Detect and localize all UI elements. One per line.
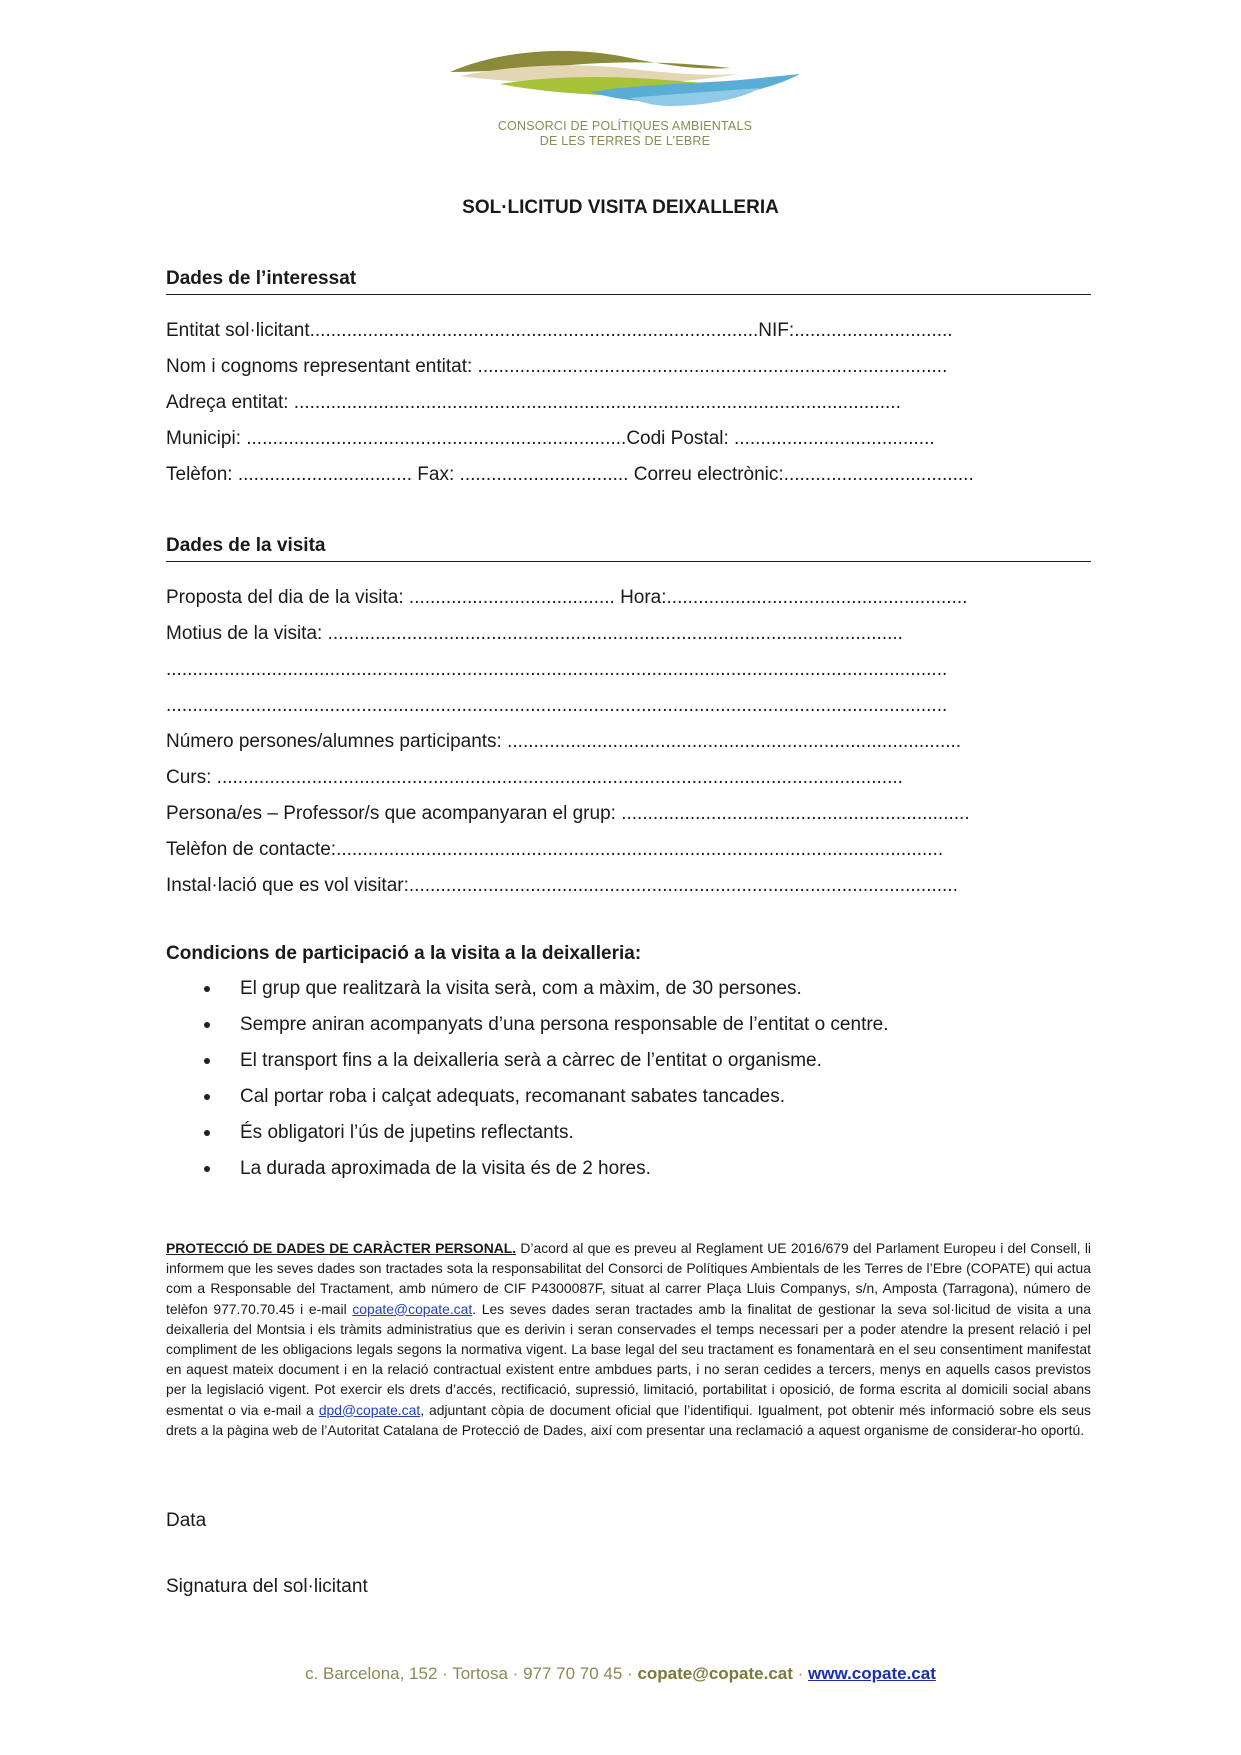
field-adreca[interactable]: Adreça entitat: ................................................................................................................... [166,392,901,413]
privacy-heading: PROTECCIÓ DE DADES DE CARÀCTER PERSONAL. [166,1240,517,1256]
page-footer [0,1664,1241,1684]
field-participants[interactable]: Número persones/alumnes participants: ...................................................................................... [166,731,962,752]
footer-address: c. Barcelona, 152 · Tortosa · 977 70 70 45 · [305,1664,638,1683]
date-label: Data [166,1510,207,1531]
bullet-icon [204,1058,210,1064]
section-visita [166,535,1091,896]
bullet-icon [204,1166,210,1172]
field-motius-cont-2[interactable]: .................................................................................................................................................... [166,695,948,716]
field-representant[interactable]: Nom i cognoms representant entitat: ......................................................................................... [166,356,948,377]
section-heading-visita: Dades de la visita [166,535,1091,562]
copate-logo [440,40,810,150]
field-municipi[interactable]: Municipi: ........................................................................Codi Postal: ...................................... [166,428,935,449]
field-professors[interactable]: Persona/es – Professor/s que acompanyaran el grup: .................................................................. [166,803,970,824]
document-page: CONSORCI DE POLÍTIQUES AMBIENTALS DE LES TERRES DE L’EBRE SOL·LICITUD VISITA DEIXALLERIA Dades de l’interessat Entitat sol·licitant.....................................................................................NIF:.............................. Nom i cognoms representant entitat: ......................................................................................... Adreça entitat: ................................................................................................................... Municipi: ........................................................................Codi Postal: ...................................... Telèfon: ................................. Fax: ................................ Correu electrònic:.................................... Dades de la visita Proposta del dia de la visita: ....................................... Hora:......................................................... Motius de la visita: ............................................................................................................. .................................................................................................................................................... .................................................................................................................................................... Número persones/alumnes participants: ...................................................................................... Curs: .................................................................................................................................. Persona/es – Professor/s que acompanyaran el grup: .................................................................. Telèfon de contacte:................................................................................................................... Instal·lació que es vol visitar:........................................................................................................ Condicions de participació a la visita a la deixalleria: El grup que realitzarà la visita serà, com a màxim, de 30 persones. Sempre aniran acompanyats d’una persona responsable de l’entitat o centre. El transport fins a la deixalleria serà a càrrec de l’entitat o organisme. Cal portar roba i calçat adequats, recomanant sabates tancades. És obligatori l’ús de jupetins reflectants. La durada aproximada de la visita és de 2 hores. PROTECCIÓ DE DADES DE CARÀCTER PERSONAL. D’acord al que es preveu al Reglament UE 2016/679 del Parlament Europeu i del Consell, li informem que les seves dades son tractades sota la responsabilitat del Consorci de Polítiques Ambientals de les Terres de l’Ebre (COPATE) qui actua com a Responsable del Tractament, amb número de CIF P4300087F, situat al carrer Plaça Lluis Companys, s/n, Amposta (Tarragona), número de telèfon 977.70.70.45 i e-mail copate@copate.cat. Les seves dades seran tractades amb la finalitat de gestionar la seva sol·licitud de visita a una deixalleria del Montsia i els tràmits administratius que es derivin i seran conservades el temps necessari per a poder atendre la present relació i pel compliment de les obligacions legals segons la normativa vigent. La base legal del seu tractament es fonamentarà en el seu consentiment manifestat en aquest mateix document i en la relació contractual existent entre ambdues parts, i no seran cedides a tercers, menys en aquells casos previstos per la legislació vigent. Pot exercir els drets d’accés, rectificació, supressió, limitació, portabilitat i oposició, de forma escrita al domicili social abans esmentat o via e-mail a dpd@copate.cat, adjuntant còpia de document oficial que l’identifiqui. Igualment, pot obtenir més informació sobre els seus drets a la pàgina web de l’Autoritat Catalana de Protecció de Dades, així com presentar una reclamació a aquest organisme de considerar-ho oportú. Data Signatura del sol·licitant c. Barcelona, 152 · Tortosa · 977 70 70 45 · copate@copate.cat · www.copate.cat [0,0,1241,1755]
logo-waves-icon [440,40,810,120]
field-dia-hora[interactable]: Proposta del dia de la visita: ....................................... Hora:......................................................... [166,587,968,608]
footer-email[interactable]: copate@copate.cat [637,1664,793,1683]
org-name-line1: CONSORCI DE POLÍTIQUES AMBIENTALS [497,119,753,133]
privacy-text-1: D’acord al que es preveu al Reglament UE 2016/679 del Parlament Europeu i del Consell, li informem que les seves dades son tractades sota la responsabilitat del Consorci de Polítiques Ambientals de les Terres de l’Ebre (COPATE) qui actua com a Responsable del Tractament, amb número de CIF P4300087F, situat al carrer Plaça Lluis Companys, s/n, Amposta (Tarragona), número de telèfon 977.70.70.45 i e-mail [166,1240,1091,1317]
field-telefon-contacte[interactable]: Telèfon de contacte:................................................................................................................... [166,839,944,860]
field-installacio[interactable]: Instal·lació que es vol visitar:........................................................................................................ [166,875,958,896]
field-curs[interactable]: Curs: .................................................................................................................................. [166,767,903,788]
section-interessat [166,268,1091,485]
privacy-text-3: , adjuntant còpia de document oficial que l’identifiqui. Igualment, pot obtenir més informació sobre els seus drets a la pàgina web de l’Autoritat Catalana de Protecció de Dades, així com presentar una reclamació a aquest organisme de considerar-ho oportú. [166,1401,1091,1438]
field-entitat[interactable]: Entitat sol·licitant.....................................................................................NIF:.............................. [166,320,953,341]
bullet-icon [204,1022,210,1028]
field-telefon[interactable]: Telèfon: ................................. Fax: ................................ Correu electrònic:.................................... [166,464,974,485]
conditions-heading: Condicions de participació a la visita a la deixalleria: [166,943,642,964]
signature-label: Signatura del sol·licitant [166,1576,368,1597]
section-heading-interessat: Dades de l’interessat [166,268,1091,295]
bullet-icon [204,986,210,992]
footer-separator: · [792,1664,809,1683]
privacy-text-2: . Les seves dades seran tractades amb la finalitat de gestionar la seva sol·licitud de visita a una deixalleria del Montsia i els tràmits administratius que es derivin i seran conservades el temps necessari per a poder atendre la present relació i pel compliment de les obligacions legals segons la normativa vigent. La base legal del seu tractament es fonamentarà en el seu consentiment manifestat en aquest mateix document i en la relació contractual existent entre ambdues parts, i no seran cedides a tercers, menys en aquells casos previstos per la legislació vigent. Pot exercir els drets d’accés, rectificació, supressió, limitació, portabilitat i oposició, de forma escrita al domicili social abans esmentat o via e-mail a [166,1300,1091,1418]
email-link-copate[interactable]: copate@copate.cat [352,1300,473,1317]
bullet-icon [204,1130,210,1136]
field-motius[interactable]: Motius de la visita: ............................................................................................................. [166,623,903,644]
field-motius-cont-1[interactable]: .................................................................................................................................................... [166,659,948,680]
footer-website-link[interactable]: www.copate.cat [808,1664,936,1683]
email-link-dpd[interactable]: dpd@copate.cat [318,1401,421,1418]
bullet-icon [204,1094,210,1100]
org-name-line2: DE LES TERRES DE L’EBRE [539,134,711,148]
page-title: SOL·LICITUD VISITA DEIXALLERIA [462,197,779,218]
privacy-notice [166,1238,1091,1440]
